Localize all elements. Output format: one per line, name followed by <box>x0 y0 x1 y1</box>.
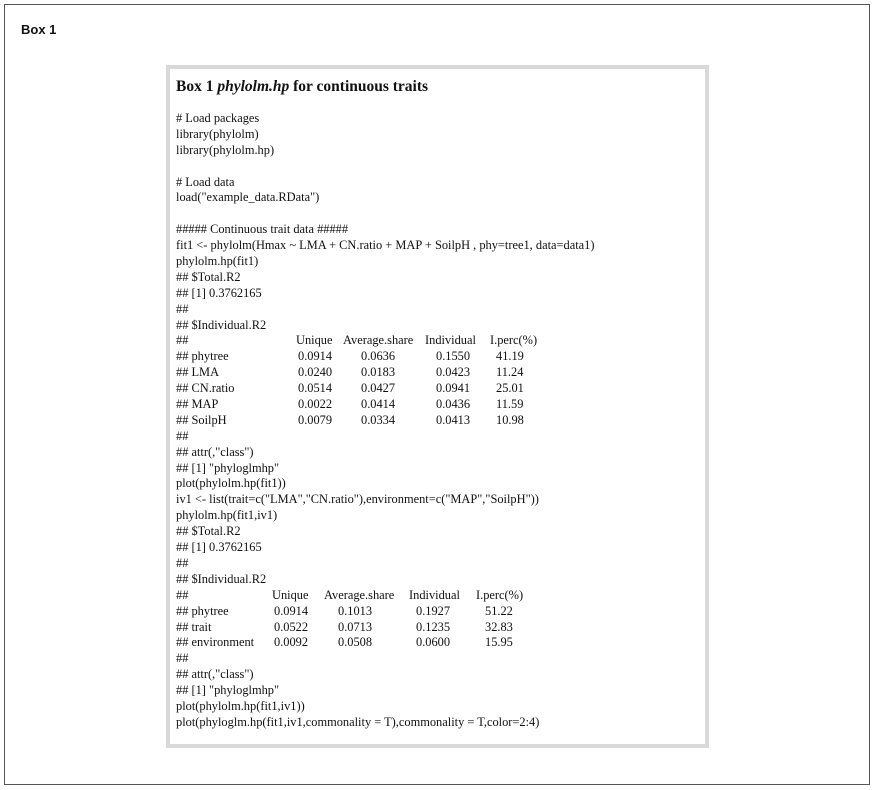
table-cell: 0.0414 <box>361 397 396 412</box>
table-cell: 0.0183 <box>361 365 396 380</box>
code-line: ## $Individual.R2 <box>176 317 267 332</box>
code-line: plot(phylolm.hp(fit1,iv1)) <box>176 698 305 713</box>
table-cell: ## CN.ratio <box>176 381 235 396</box>
table-cell: 0.0334 <box>361 412 396 427</box>
table-row <box>176 588 594 604</box>
table-cell: 41.19 <box>496 349 524 364</box>
table-cell: Individual <box>425 333 476 348</box>
table-cell: ## LMA <box>176 365 220 380</box>
table-cell: 0.0914 <box>298 349 333 364</box>
code-line: ## <box>176 555 189 570</box>
table-row <box>176 635 594 651</box>
table-row <box>176 604 594 620</box>
code-line: ##### Continuous trait data ##### <box>176 222 349 237</box>
code-line: plot(phyloglm.hp(fit1,iv1,commonality = T),commonality = T,color=2:4) <box>176 714 540 729</box>
code-line: phylolm.hp(fit1) <box>176 254 259 269</box>
code-line: ## $Total.R2 <box>176 269 241 284</box>
table-cell: 0.0514 <box>298 381 333 396</box>
code-line: ## [1] "phyloglmhp" <box>176 460 280 475</box>
code-line: fit1 <- phylolm(Hmax ~ LMA + CN.ratio + MAP + SoilpH , phy=tree1, data=data1) <box>176 238 595 253</box>
table-cell: ## environment <box>176 635 255 650</box>
code-line: ## <box>176 301 189 316</box>
code-line: library(phylolm.hp) <box>176 142 275 157</box>
code-line: ## [1] 0.3762165 <box>176 540 262 555</box>
table-cell: Unique <box>296 333 333 348</box>
table-cell: 0.1235 <box>416 619 451 634</box>
table-cell: 0.0427 <box>361 381 396 396</box>
code-line: ## [1] "phyloglmhp" <box>176 683 280 698</box>
table-row <box>176 349 594 365</box>
table-cell: 15.95 <box>485 635 513 650</box>
code-line: ## $Individual.R2 <box>176 571 267 586</box>
code-line: plot(phylolm.hp(fit1)) <box>176 476 286 491</box>
table-row <box>176 381 594 397</box>
code-line: phylolm.hp(fit1,iv1) <box>176 508 278 523</box>
table-cell: 0.0436 <box>436 397 471 412</box>
table-cell: 0.0508 <box>338 635 373 650</box>
table-cell: Average.share <box>324 587 395 602</box>
code-line: load("example_data.RData") <box>176 190 320 205</box>
table-cell: ## <box>176 333 189 348</box>
code-line: ## attr(,"class") <box>176 667 254 682</box>
table-cell: 0.1550 <box>436 349 471 364</box>
table-cell: ## phytree <box>176 349 229 364</box>
table-cell: 0.0079 <box>298 412 333 427</box>
table-row <box>176 333 594 349</box>
table-cell: 0.0600 <box>416 635 451 650</box>
table-cell: ## MAP <box>176 397 219 412</box>
table-cell: Unique <box>272 587 309 602</box>
code-line: # Load data <box>176 174 235 189</box>
table-cell: 0.0413 <box>436 412 471 427</box>
table-cell: 0.0941 <box>436 381 471 396</box>
code-line: ## [1] 0.3762165 <box>176 285 262 300</box>
table-cell: ## trait <box>176 619 212 634</box>
code-line: ## <box>176 428 189 443</box>
table-cell: ## SoilpH <box>176 412 227 427</box>
table-cell: 11.24 <box>496 365 524 380</box>
table-cell: 0.0022 <box>298 397 333 412</box>
table-cell: 51.22 <box>485 603 513 618</box>
table-cell: 0.0914 <box>274 603 309 618</box>
table-cell: 0.0423 <box>436 365 471 380</box>
table-cell: 0.0522 <box>274 619 309 634</box>
table-cell: 0.0240 <box>298 365 333 380</box>
panel-title-suffix: for continuous traits <box>289 78 429 95</box>
table-row <box>176 397 594 413</box>
table-cell: I.perc(%) <box>476 587 524 602</box>
code-line: ## attr(,"class") <box>176 444 254 459</box>
code-line: ## <box>176 651 189 666</box>
table-cell: Average.share <box>343 333 414 348</box>
table-cell: 0.0092 <box>274 635 309 650</box>
box-label: Box 1 <box>21 22 57 37</box>
code-line <box>176 159 594 175</box>
table-cell: 32.83 <box>485 619 513 634</box>
panel-title-prefix: Box 1 <box>176 78 218 95</box>
panel-title <box>176 78 428 96</box>
code-line <box>176 206 594 222</box>
table-row <box>176 413 594 429</box>
table-row <box>176 620 594 636</box>
table-cell: 0.1927 <box>416 603 451 618</box>
code-line: ## $Total.R2 <box>176 524 241 539</box>
table-cell: 11.59 <box>496 397 524 412</box>
table-cell: Individual <box>409 587 460 602</box>
panel-title-italic: phylolm.hp <box>217 78 290 95</box>
table-cell: 0.0713 <box>338 619 373 634</box>
code-line: iv1 <- list(trait=c("LMA","CN.ratio"),environment=c("MAP","SoilpH")) <box>176 492 539 507</box>
table-cell: 10.98 <box>496 412 524 427</box>
code-line: library(phylolm) <box>176 126 259 141</box>
code-listing <box>176 111 594 731</box>
table-cell: I.perc(%) <box>490 333 538 348</box>
code-line: # Load packages <box>176 111 260 125</box>
table-row <box>176 365 594 381</box>
table-cell: 0.0636 <box>361 349 396 364</box>
table-cell: ## phytree <box>176 603 229 618</box>
table-cell: ## <box>176 587 189 602</box>
table-cell: 0.1013 <box>338 603 373 618</box>
table-cell: 25.01 <box>496 381 524 396</box>
